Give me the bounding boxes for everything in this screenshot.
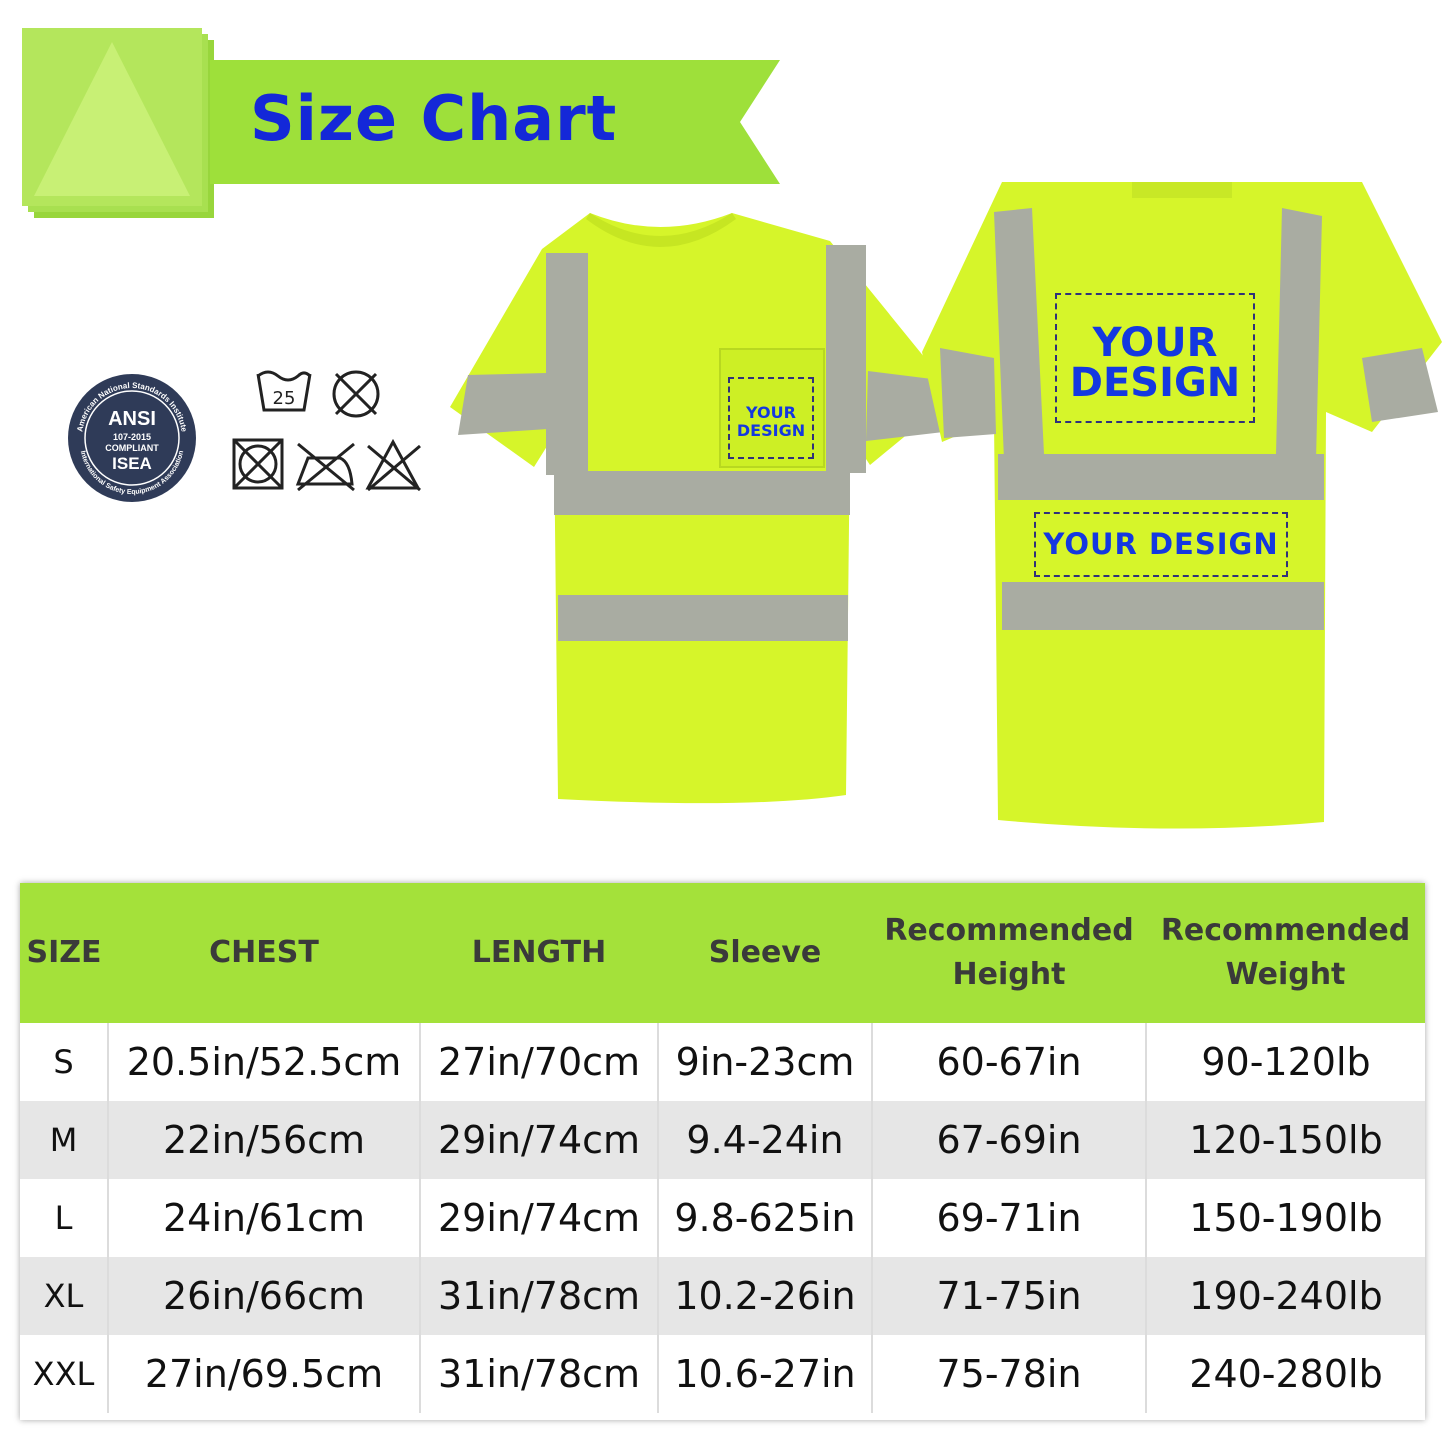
- size-cell: M: [20, 1101, 108, 1179]
- chest-cell: 20.5in/52.5cm: [108, 1023, 420, 1101]
- badge-isea: ISEA: [112, 454, 152, 473]
- chest-cell: 26in/66cm: [108, 1257, 420, 1335]
- front-pocket-design-area: [728, 377, 814, 459]
- weight-cell: 150-190lb: [1146, 1179, 1425, 1257]
- chest-cell: 24in/61cm: [108, 1179, 420, 1257]
- size-cell: XXL: [20, 1335, 108, 1413]
- sleeve-cell: 9in-23cm: [658, 1023, 872, 1101]
- shirt-front-image: [450, 195, 955, 835]
- chest-cell: 22in/56cm: [108, 1101, 420, 1179]
- care-icons-graphic: [228, 362, 428, 497]
- size-cell: L: [20, 1179, 108, 1257]
- badge-compliant: COMPLIANT: [105, 443, 159, 453]
- badge-standard: 107-2015: [112, 432, 152, 442]
- length-cell: 31in/78cm: [420, 1257, 658, 1335]
- sleeve-cell: 9.4-24in: [658, 1101, 872, 1179]
- header-recommended-height: Recommended Height: [872, 883, 1146, 1023]
- back-design-line1: YOUR: [1092, 320, 1218, 366]
- height-cell: 69-71in: [872, 1179, 1146, 1257]
- no-iron-icon: [298, 444, 354, 490]
- weight-cell: 240-280lb: [1146, 1335, 1425, 1413]
- size-cell: XL: [20, 1257, 108, 1335]
- care-instructions: [228, 362, 428, 497]
- no-bleach-icon: [368, 442, 420, 490]
- chest-cell: 27in/69.5cm: [108, 1335, 420, 1413]
- size-table: [20, 883, 1425, 1413]
- table-header-row: [20, 883, 1425, 1023]
- weight-cell: 120-150lb: [1146, 1101, 1425, 1179]
- length-cell: 31in/78cm: [420, 1335, 658, 1413]
- sleeve-cell: 10.2-26in: [658, 1257, 872, 1335]
- header-sleeve: Sleeve: [658, 883, 872, 1023]
- table-row: [20, 1257, 1425, 1335]
- badge-arc-top: American National Standards Institute: [75, 380, 189, 433]
- table-row: [20, 1179, 1425, 1257]
- ansi-compliance-badge: [66, 372, 198, 504]
- header-size: SIZE: [20, 883, 108, 1023]
- badge-ansi: ANSI: [108, 408, 156, 430]
- height-cell: 67-69in: [872, 1101, 1146, 1179]
- header-recommended-weight: Recommended Weight: [1146, 883, 1425, 1023]
- badge-arc-bottom: International Safety Equipment Association: [78, 450, 186, 497]
- height-cell: 75-78in: [872, 1335, 1146, 1413]
- height-cell: 71-75in: [872, 1257, 1146, 1335]
- length-cell: 27in/70cm: [420, 1023, 658, 1101]
- sleeve-cell: 10.6-27in: [658, 1335, 872, 1413]
- sleeve-cell: 9.8-625in: [658, 1179, 872, 1257]
- front-tshirt-graphic: [450, 195, 955, 835]
- back-tshirt-graphic: [922, 172, 1445, 832]
- no-dry-icon: [234, 440, 282, 488]
- back-wide-design-area: YOUR DESIGN: [1034, 512, 1288, 577]
- length-cell: 29in/74cm: [420, 1101, 658, 1179]
- front-design-line1: YOUR: [746, 403, 796, 422]
- header-length: LENGTH: [420, 883, 658, 1023]
- weight-cell: 90-120lb: [1146, 1023, 1425, 1101]
- front-design-line2: DESIGN: [736, 421, 806, 440]
- shirt-back-image: [922, 172, 1445, 832]
- table-row: [20, 1335, 1425, 1413]
- length-cell: 29in/74cm: [420, 1179, 658, 1257]
- height-cell: 60-67in: [872, 1023, 1146, 1101]
- weight-cell: 190-240lb: [1146, 1257, 1425, 1335]
- wash-temperature: 25: [272, 388, 296, 409]
- table-row: [20, 1023, 1425, 1101]
- size-cell: S: [20, 1023, 108, 1101]
- banner-title: Size Chart: [250, 82, 618, 155]
- back-top-design-area: [1055, 293, 1255, 423]
- table-row: [20, 1101, 1425, 1179]
- header-chest: CHEST: [108, 883, 420, 1023]
- back-design-line2: DESIGN: [1069, 360, 1241, 406]
- no-tumble-dry-icon: [334, 372, 378, 416]
